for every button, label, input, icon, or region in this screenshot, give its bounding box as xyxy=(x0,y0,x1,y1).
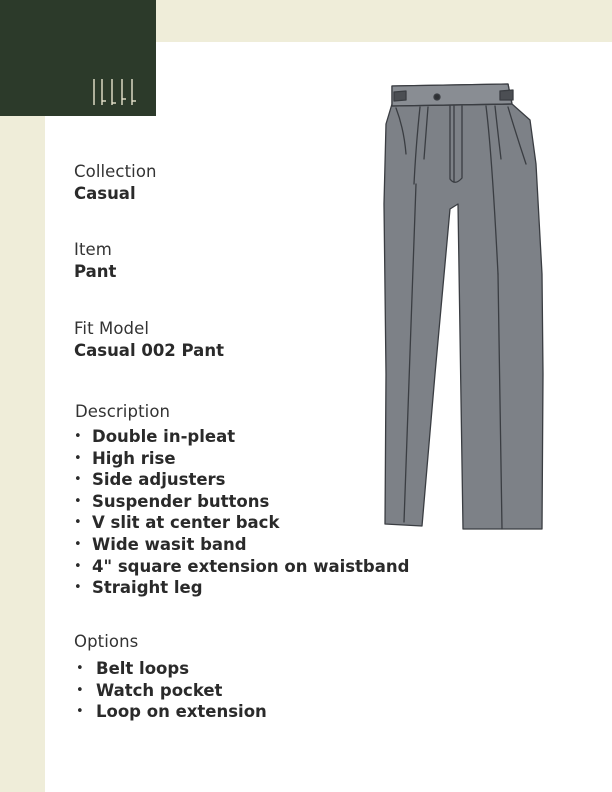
description-item: Side adjusters xyxy=(92,470,226,490)
fit-model-value: Casual 002 Pant xyxy=(74,341,224,360)
description-item: V slit at center back xyxy=(92,513,280,533)
left-cream-stripe xyxy=(0,0,45,792)
item-value: Pant xyxy=(74,262,117,281)
options-label: Options xyxy=(74,632,139,651)
collection-label: Collection xyxy=(74,162,157,181)
description-label: Description xyxy=(75,402,171,421)
brand-block xyxy=(0,0,156,116)
description-item: 4" square extension on waistband xyxy=(92,556,410,576)
description-item: High rise xyxy=(92,448,176,468)
description-item: Wide wasit band xyxy=(92,534,247,554)
option-item: Watch pocket xyxy=(96,680,223,700)
item-label: Item xyxy=(74,240,112,259)
description-item: Suspender buttons xyxy=(92,491,270,511)
brand-logo-icon xyxy=(92,77,140,107)
pant-illustration-icon xyxy=(380,74,550,534)
collection-value: Casual xyxy=(74,184,136,203)
fit-model-label: Fit Model xyxy=(74,319,150,338)
option-item: Belt loops xyxy=(96,659,190,678)
description-item: Double in-pleat xyxy=(92,427,236,446)
top-cream-band xyxy=(155,0,612,42)
option-item: Loop on extension xyxy=(96,702,267,722)
description-item: Straight leg xyxy=(92,578,203,598)
